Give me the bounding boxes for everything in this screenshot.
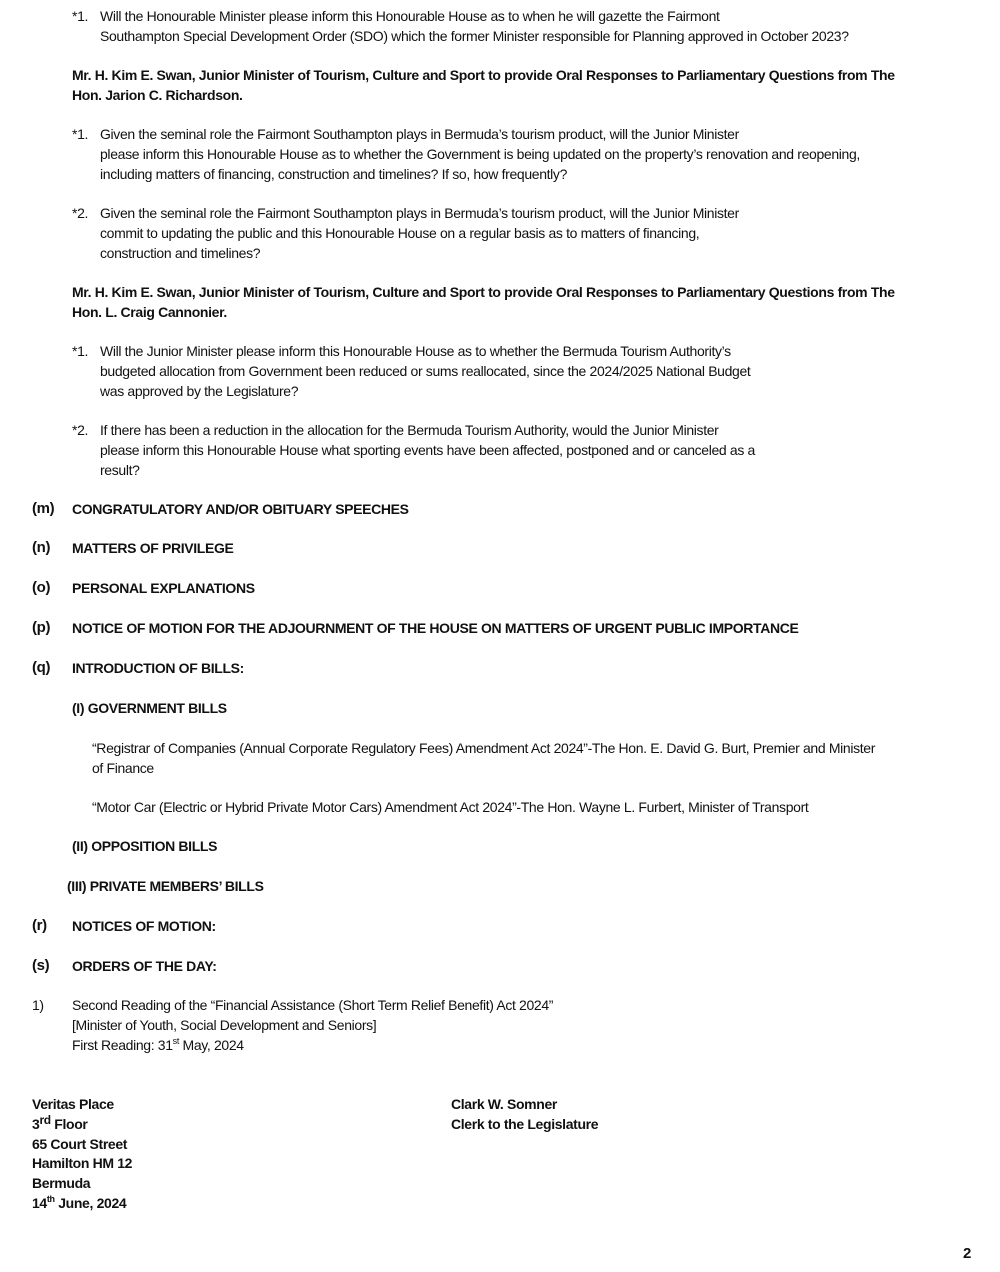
- bills-subheading: (I) GOVERNMENT BILLS: [72, 700, 227, 716]
- question-text-line: Will the Junior Minister please inform this Honourable House as to whether the Bermuda Tourism Authority’s: [100, 343, 731, 359]
- order-text-line: [Minister of Youth, Social Development and Seniors]: [72, 1017, 377, 1033]
- address-line: Veritas Place: [32, 1096, 114, 1112]
- address-floor: [32, 1114, 88, 1134]
- section-title: INTRODUCTION OF BILLS:: [72, 660, 244, 676]
- ordinal-suffix: th: [46, 1194, 55, 1204]
- section-letter: (p): [32, 619, 51, 636]
- responder-heading: Hon. L. Craig Cannonier.: [72, 304, 227, 320]
- section-letter: (n): [32, 539, 51, 556]
- bill-text-line: of Finance: [92, 760, 154, 776]
- question-text-line: budgeted allocation from Government been reduced or sums reallocated, since the 2024/2025 National Budget: [100, 363, 751, 379]
- question-text-line: If there has been a reduction in the allocation for the Bermuda Tourism Authority, would the Junior Minister: [100, 422, 719, 438]
- first-reading-suffix: May, 2024: [178, 1037, 244, 1053]
- question-text-line: Given the seminal role the Fairmont Southampton plays in Bermuda’s tourism product, will the Junior Minister: [100, 126, 739, 142]
- private-members-bills-heading: (III) PRIVATE MEMBERS’ BILLS: [67, 878, 264, 894]
- page-number: 2: [963, 1245, 971, 1262]
- question-number: *2.: [72, 205, 89, 221]
- question-number: *1.: [72, 8, 89, 24]
- section-title: PERSONAL EXPLANATIONS: [72, 580, 255, 596]
- responder-heading: Hon. Jarion C. Richardson.: [72, 87, 243, 103]
- question-text-line: including matters of financing, construction and timelines? If so, how frequently?: [100, 166, 568, 182]
- responder-heading: Mr. H. Kim E. Swan, Junior Minister of Tourism, Culture and Sport to provide Oral Responses to Parliamentary Questions from The: [72, 67, 895, 83]
- section-title: CONGRATULATORY AND/OR OBITUARY SPEECHES: [72, 501, 409, 517]
- question-number: *1.: [72, 343, 89, 359]
- question-text-line: commit to updating the public and this Honourable House on a regular basis as to matters of financing,: [100, 225, 700, 241]
- order-text-line: Second Reading of the “Financial Assistance (Short Term Relief Benefit) Act 2024”: [72, 997, 554, 1013]
- opposition-bills-heading: (II) OPPOSITION BILLS: [72, 838, 218, 854]
- question-text-line: Southampton Special Development Order (SDO) which the former Minister responsible for Planning approved in October 2023?: [100, 28, 849, 44]
- question-text-line: construction and timelines?: [100, 245, 261, 261]
- question-text-line: please inform this Honourable House what sporting events have been affected, postponed and or canceled as a: [100, 442, 755, 458]
- address-line: 65 Court Street: [32, 1136, 128, 1152]
- document-date: [32, 1193, 126, 1213]
- floor-number: 3: [32, 1116, 40, 1132]
- section-letter: (m): [32, 500, 55, 517]
- signatory-title: Clerk to the Legislature: [451, 1116, 599, 1132]
- section-title: NOTICES OF MOTION:: [72, 918, 216, 934]
- question-text-line: please inform this Honourable House as to whether the Government is being updated on the property’s renovation and reopening,: [100, 146, 860, 162]
- first-reading-prefix: First Reading: 31: [72, 1037, 173, 1053]
- bill-text-line: “Motor Car (Electric or Hybrid Private Motor Cars) Amendment Act 2024”-The Hon. Wayne L. Furbert, Minister of Transport: [92, 799, 809, 815]
- question-text-line: was approved by the Legislature?: [100, 383, 299, 399]
- question-text-line: result?: [100, 462, 140, 478]
- section-title: MATTERS OF PRIVILEGE: [72, 540, 234, 556]
- section-letter: (r): [32, 917, 47, 934]
- question-number: *2.: [72, 422, 89, 438]
- ordinal-suffix: rd: [39, 1113, 51, 1127]
- date-day: 14: [32, 1195, 47, 1211]
- address-line: Bermuda: [32, 1175, 91, 1191]
- question-number: *1.: [72, 126, 89, 142]
- floor-label: Floor: [50, 1116, 88, 1132]
- signatory-name: Clark W. Somner: [451, 1096, 558, 1112]
- date-month-year: June, 2024: [54, 1195, 127, 1211]
- order-first-reading: [72, 1035, 244, 1055]
- responder-heading: Mr. H. Kim E. Swan, Junior Minister of Tourism, Culture and Sport to provide Oral Responses to Parliamentary Questions from The: [72, 284, 895, 300]
- bill-text-line: “Registrar of Companies (Annual Corporate Regulatory Fees) Amendment Act 2024”-The Hon. E. David G. Burt, Premier and Minister: [92, 740, 876, 756]
- question-text-line: Given the seminal role the Fairmont Southampton plays in Bermuda’s tourism product, will the Junior Minister: [100, 205, 739, 221]
- section-title: NOTICE OF MOTION FOR THE ADJOURNMENT OF THE HOUSE ON MATTERS OF URGENT PUBLIC IMPORTANCE: [72, 620, 799, 636]
- section-letter: (s): [32, 957, 50, 974]
- section-letter: (o): [32, 579, 51, 596]
- section-letter: (q): [32, 659, 51, 676]
- ordinal-suffix: st: [172, 1036, 179, 1046]
- address-line: Hamilton HM 12: [32, 1155, 133, 1171]
- question-text-line: Will the Honourable Minister please inform this Honourable House as to when he will gazette the Fairmont: [100, 8, 720, 24]
- section-title: ORDERS OF THE DAY:: [72, 958, 217, 974]
- order-number: 1): [32, 997, 44, 1013]
